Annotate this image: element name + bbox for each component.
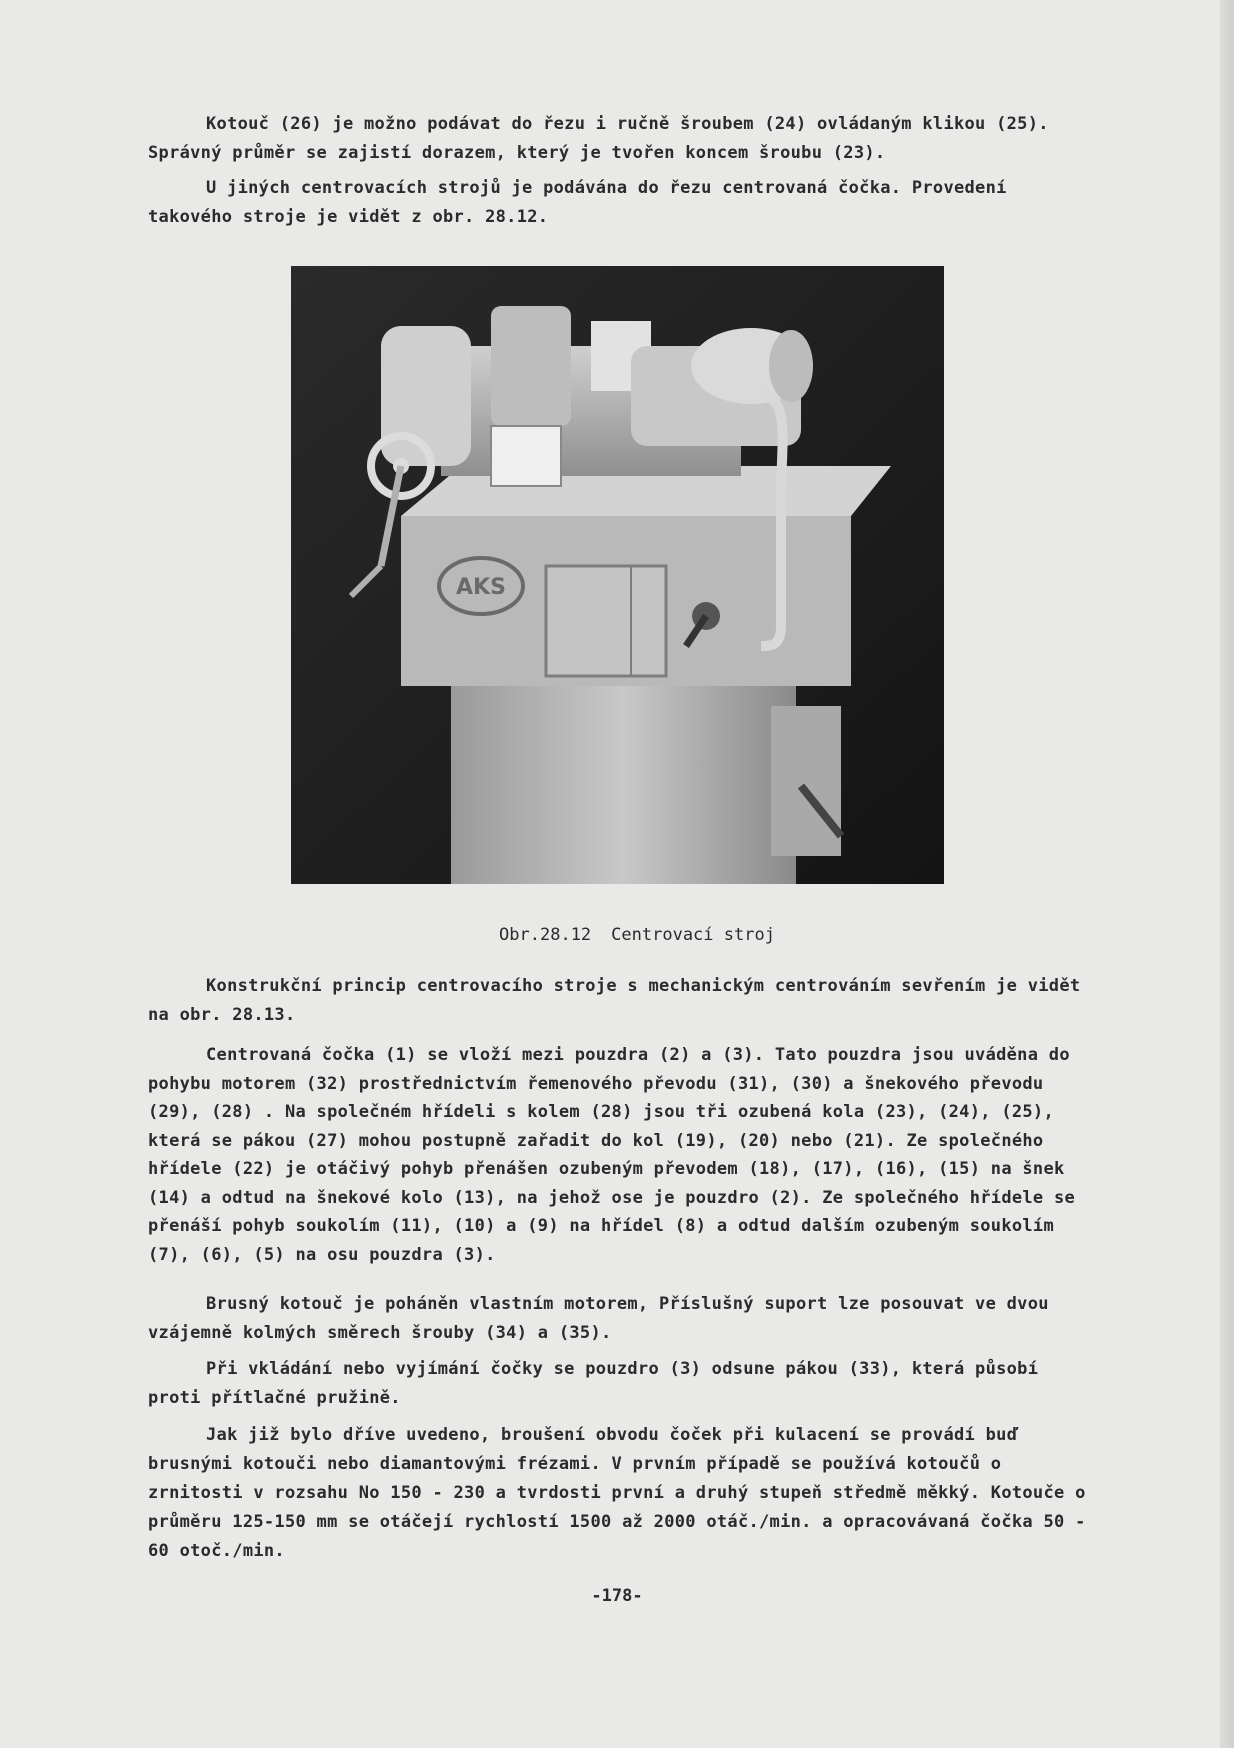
pedestal (451, 666, 796, 884)
paragraph-6 (148, 1355, 1088, 1412)
figure-caption (0, 925, 1234, 945)
centering-machine-illustration (291, 266, 944, 884)
paragraph-2 (148, 174, 1088, 231)
paragraph-1-text: Kotouč (26) je možno podávat do řezu i ručně šroubem (24) ovládaným klikou (25). Správný průměr se zajistí dorazem, který je tvořen koncem šroubu (23). (148, 114, 1049, 163)
paragraph-1 (148, 110, 1088, 167)
page-number: -178- (591, 1586, 643, 1606)
paragraph-6-text: Při vkládání nebo vyjímání čočky se pouzdro (3) odsune pákou (33), která působí proti přítlačné pružině. (148, 1359, 1039, 1408)
figure-title: Centrovací stroj (611, 925, 775, 945)
paragraph-7 (148, 1421, 1088, 1566)
figure-number: Obr.28.12 (499, 925, 592, 945)
paragraph-5 (148, 1290, 1088, 1347)
machine-photo (291, 266, 944, 884)
paragraph-4 (148, 1041, 1088, 1269)
paragraph-4-text: Centrovaná čočka (1) se vloží mezi pouzdra (2) a (3). Tato pouzdra jsou uváděna do pohybu motorem (32) prostřednictvím řemenového převodu (31), (30) a šnekového převodu (29), (28) . Na společném hřídeli s kolem (28) jsou tři ozubená kola (23), (24), (25), která se pákou (27) mohou postupně zařadit do kol (19), (20) nebo (21). Ze společného hřídele (22) je otáčivý pohyb přenášen ozubeným převodem (18), (17), (16), (15) na šnek (14) a odtud na šnekové kolo (13), na jehož ose je pouzdro (2). Ze společného hřídele se přenáší pohyb soukolím (11), (10) a (9) na hřídel (8) a odtud dalším ozubeným soukolím (7), (6), (5) na osu pouzdra (3). (148, 1045, 1076, 1265)
paragraph-3 (148, 972, 1088, 1029)
paragraph-2-text: U jiných centrovacích strojů je podávána do řezu centrovaná čočka. Provedení takového stroje je vidět z obr. 28.12. (148, 178, 1007, 227)
paragraph-7-text: Jak již bylo dříve uvedeno, broušení obvodu čoček při kulacení se provádí buď brusnými kotouči nebo diamantovými frézami. V prvním případě se používá kotoučů o zrnitosti v rozsahu No 150 - 230 a tvrdosti první a druhý stupeň středmě měkký. Kotouče o průměru 125-150 mm se otáčejí rychlostí 1500 až 2000 otáč./min. a opracovávaná čočka 50 - 60 otoč./min. (148, 1425, 1086, 1561)
paragraph-5-text: Brusný kotouč je poháněn vlastním motorem, Příslušný suport lze posouvat ve dvou vzájemně kolmých směrech šrouby (34) a (35). (148, 1294, 1049, 1343)
paragraph-3-text: Konstrukční princip centrovacího stroje s mechanickým centrováním sevřením je vidět na obr. 28.13. (148, 976, 1081, 1025)
page-edge (1220, 0, 1234, 1748)
emblem-text: AKS (456, 575, 506, 600)
